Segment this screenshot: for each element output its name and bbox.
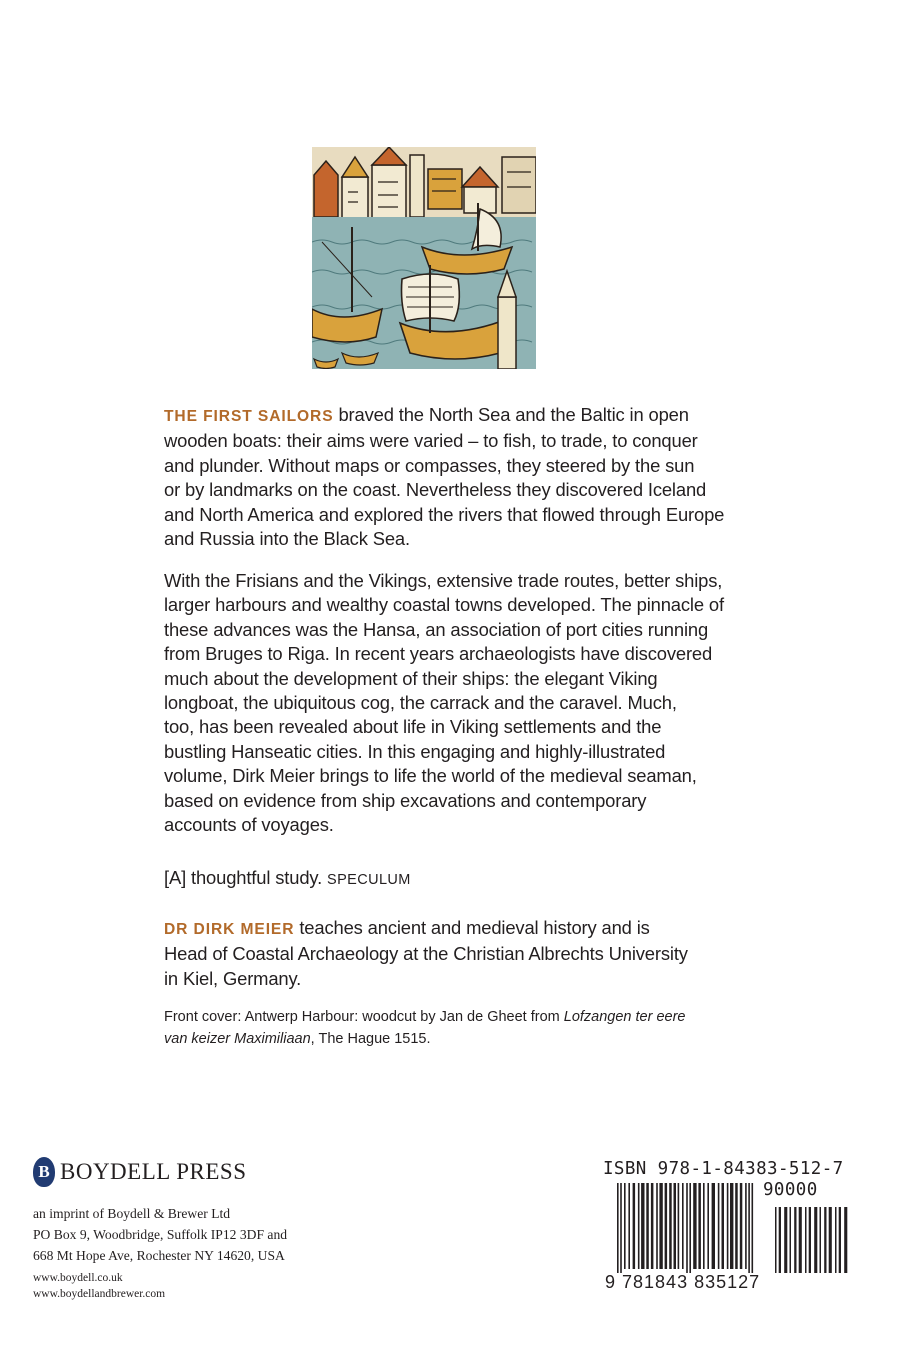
barcode-bar bbox=[678, 1183, 680, 1269]
blurb-line: wooden boats: their aims were varied – to fish, to trade, to conquer bbox=[164, 430, 698, 452]
barcode-bar bbox=[779, 1207, 781, 1273]
quote-text: [A] thoughtful study. bbox=[164, 867, 323, 888]
blurb-line: longboat, the ubiquitous cog, the carrack and the caravel. Much, bbox=[164, 692, 677, 714]
barcode-bar bbox=[707, 1183, 709, 1269]
barcode-bar bbox=[698, 1183, 701, 1269]
ean-digits: 9 781843 835127 bbox=[605, 1272, 761, 1292]
barcode-bar bbox=[805, 1207, 807, 1273]
barcode-bar bbox=[633, 1183, 636, 1269]
barcode-bar bbox=[693, 1183, 696, 1269]
blurb-line bbox=[164, 403, 764, 429]
bio-line: in Kiel, Germany. bbox=[164, 967, 302, 989]
website-link[interactable]: www.boydellandbrewer.com bbox=[33, 1288, 166, 1300]
boydell-b-icon: B bbox=[33, 1157, 55, 1187]
barcode-bar bbox=[839, 1207, 841, 1273]
barcode-bar bbox=[824, 1207, 826, 1273]
address-line: an imprint of Boydell & Brewer Ltd bbox=[33, 1206, 231, 1221]
barcode-bar bbox=[784, 1207, 787, 1273]
barcode-bar bbox=[775, 1207, 777, 1273]
barcode-bar bbox=[730, 1183, 733, 1269]
blurb-text: braved the North Sea and the Baltic in open bbox=[333, 404, 689, 425]
barcode-bar bbox=[752, 1183, 754, 1273]
barcode-bar bbox=[809, 1207, 811, 1273]
barcode-bar bbox=[689, 1183, 691, 1273]
barcode-bar bbox=[722, 1183, 725, 1269]
barcode-bar bbox=[740, 1183, 743, 1269]
barcode-bar bbox=[641, 1183, 644, 1269]
barcode-bar bbox=[712, 1183, 715, 1269]
barcode-bar bbox=[745, 1183, 747, 1269]
credit-title-part-1: Lofzangen ter eere bbox=[563, 1009, 686, 1025]
barcode-bar bbox=[617, 1183, 619, 1273]
publisher-address bbox=[33, 1203, 287, 1266]
quote-source: SPECULUM bbox=[327, 872, 411, 888]
publisher-logo bbox=[33, 1157, 246, 1187]
barcode-bars bbox=[603, 1183, 858, 1273]
barcode-bar bbox=[718, 1183, 720, 1269]
barcode-bar bbox=[686, 1183, 688, 1273]
blurb-line: accounts of voyages. bbox=[164, 814, 334, 836]
blurb-line: larger harbours and wealthy coastal towns developed. The pinnacle of bbox=[164, 594, 724, 616]
blurb-line: or by landmarks on the coast. Nevertheless they discovered Iceland bbox=[164, 479, 707, 501]
website-link[interactable]: www.boydell.co.uk bbox=[33, 1272, 123, 1284]
blurb-line: With the Frisians and the Vikings, extensive trade routes, better ships, bbox=[164, 570, 723, 591]
cover-woodcut-image bbox=[312, 147, 536, 369]
address-line: PO Box 9, Woodbridge, Suffolk IP12 3DF and bbox=[33, 1227, 288, 1242]
barcode-bar bbox=[656, 1183, 658, 1269]
blurb-line: and plunder. Without maps or compasses, they steered by the sun bbox=[164, 454, 695, 476]
blurb-line: too, has been revealed about life in Viking settlements and the bbox=[164, 716, 662, 738]
review-quote bbox=[164, 866, 764, 892]
blurb-line: bustling Hanseatic cities. In this engaging and highly-illustrated bbox=[164, 740, 666, 762]
credit-title-part-2: van keizer Maximiliaan bbox=[164, 1031, 311, 1047]
barcode-bar bbox=[674, 1183, 677, 1269]
publisher-name: BOYDELL PRESS bbox=[60, 1159, 247, 1184]
barcode-bar bbox=[659, 1183, 662, 1269]
barcode-addon-code: 90000 bbox=[763, 1180, 818, 1200]
credit-prefix: Front cover: Antwerp Harbour: woodcut by Jan de Gheet from bbox=[164, 1009, 564, 1025]
first-sailors-lead-in: THE FIRST SAILORS bbox=[164, 408, 334, 425]
blurb-line: based on evidence from ship excavations and contemporary bbox=[164, 789, 647, 811]
barcode-bar bbox=[835, 1207, 837, 1273]
bio-line bbox=[164, 916, 764, 942]
bio-line: Head of Coastal Archaeology at the Christian Albrechts University bbox=[164, 943, 688, 965]
cover-credit bbox=[164, 1006, 764, 1050]
barcode-bar bbox=[682, 1183, 684, 1269]
barcode-bar bbox=[794, 1207, 796, 1273]
blurb-line: and North America and explored the rivers that flowed through Europe bbox=[164, 503, 725, 525]
barcode-bar bbox=[790, 1207, 792, 1273]
barcode-bar bbox=[665, 1183, 668, 1269]
blurb-paragraph-1 bbox=[164, 403, 764, 551]
woodcut-illustration bbox=[312, 147, 536, 369]
barcode-bar bbox=[829, 1207, 832, 1273]
barcode-bar bbox=[748, 1183, 750, 1273]
author-name: DR DIRK MEIER bbox=[164, 921, 295, 938]
barcode-bar bbox=[628, 1183, 630, 1269]
barcode-bar bbox=[651, 1183, 654, 1269]
barcode-bar bbox=[735, 1183, 738, 1269]
isbn-label: ISBN 978-1-84383-512-7 bbox=[603, 1159, 844, 1179]
credit-suffix: , The Hague 1515. bbox=[310, 1031, 431, 1047]
bio-text: teaches ancient and medieval history and is bbox=[294, 917, 650, 938]
barcode-bar bbox=[624, 1183, 626, 1269]
barcode-bar bbox=[620, 1183, 622, 1273]
barcode-bar bbox=[669, 1183, 672, 1269]
blurb-line: from Bruges to Riga. In recent years archaeologists have discovered bbox=[164, 643, 713, 665]
publisher-websites bbox=[33, 1270, 165, 1302]
barcode-bar bbox=[844, 1207, 847, 1273]
blurb-paragraph-2 bbox=[164, 569, 764, 837]
isbn-barcode bbox=[603, 1159, 858, 1299]
blurb-line: these advances was the Hansa, an association of port cities running bbox=[164, 618, 709, 640]
barcode-bar bbox=[646, 1183, 649, 1269]
barcode-bar bbox=[703, 1183, 705, 1269]
address-line: 668 Mt Hope Ave, Rochester NY 14620, USA bbox=[33, 1248, 285, 1263]
author-bio bbox=[164, 916, 764, 991]
barcode-bar bbox=[638, 1183, 640, 1269]
barcode-bar bbox=[820, 1207, 822, 1273]
blurb-line: volume, Dirk Meier brings to life the world of the medieval seaman, bbox=[164, 765, 697, 787]
barcode-bar bbox=[799, 1207, 802, 1273]
blurb-line: much about the development of their ships: the elegant Viking bbox=[164, 667, 658, 689]
blurb-line: and Russia into the Black Sea. bbox=[164, 528, 410, 550]
barcode-bar bbox=[814, 1207, 817, 1273]
barcode-bar bbox=[727, 1183, 729, 1269]
